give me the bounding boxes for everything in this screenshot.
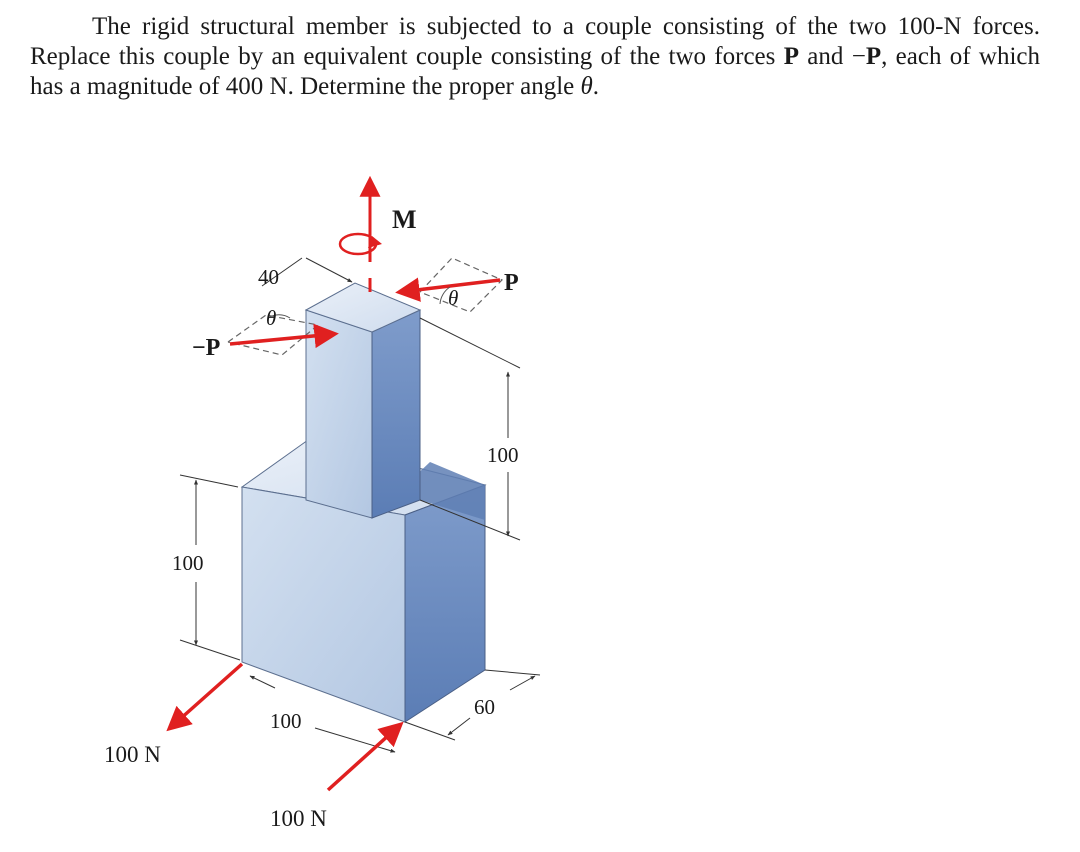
- theta-label-right: θ: [448, 286, 459, 310]
- dim-base-width-label: 100: [270, 709, 302, 733]
- problem-text-part3: , each of which has a magnitude of 400 N. Determine the proper angle: [30, 43, 1040, 100]
- force-bottom-left-arrow: [170, 664, 242, 728]
- force-p-label: P: [504, 270, 519, 296]
- post-side-face: [372, 310, 420, 518]
- moment-label: M: [392, 205, 417, 234]
- dim-top-width-label: 40: [258, 265, 279, 289]
- problem-text-part4: .: [592, 73, 600, 100]
- force-bottom-left-label: 100 N: [104, 742, 161, 767]
- dim-base-depth-label: 60: [474, 695, 495, 719]
- force-neg-p-symbol: P: [865, 43, 882, 70]
- force-p-symbol: P: [783, 43, 799, 70]
- dim-base-height-label: 100: [172, 551, 204, 575]
- theta-label-left: θ: [266, 306, 277, 330]
- post-front-face: [306, 310, 372, 518]
- force-neg-p-label: −P: [192, 335, 221, 361]
- problem-text-part2: and −: [798, 43, 866, 70]
- base-side-face: [405, 485, 485, 722]
- problem-text-part1: The rigid structural member is subjected to a couple consisting of the two 100-N forces. Replace this couple by an equivalent couple consisting of the two forces: [30, 13, 1040, 70]
- base-front-face: [242, 487, 405, 722]
- force-bottom-right-label: 100 N: [270, 806, 327, 831]
- dim-top-height-label: 100: [487, 443, 519, 467]
- top-post: [306, 283, 420, 518]
- moment-vector: [340, 180, 382, 292]
- theta-symbol: θ: [580, 73, 593, 100]
